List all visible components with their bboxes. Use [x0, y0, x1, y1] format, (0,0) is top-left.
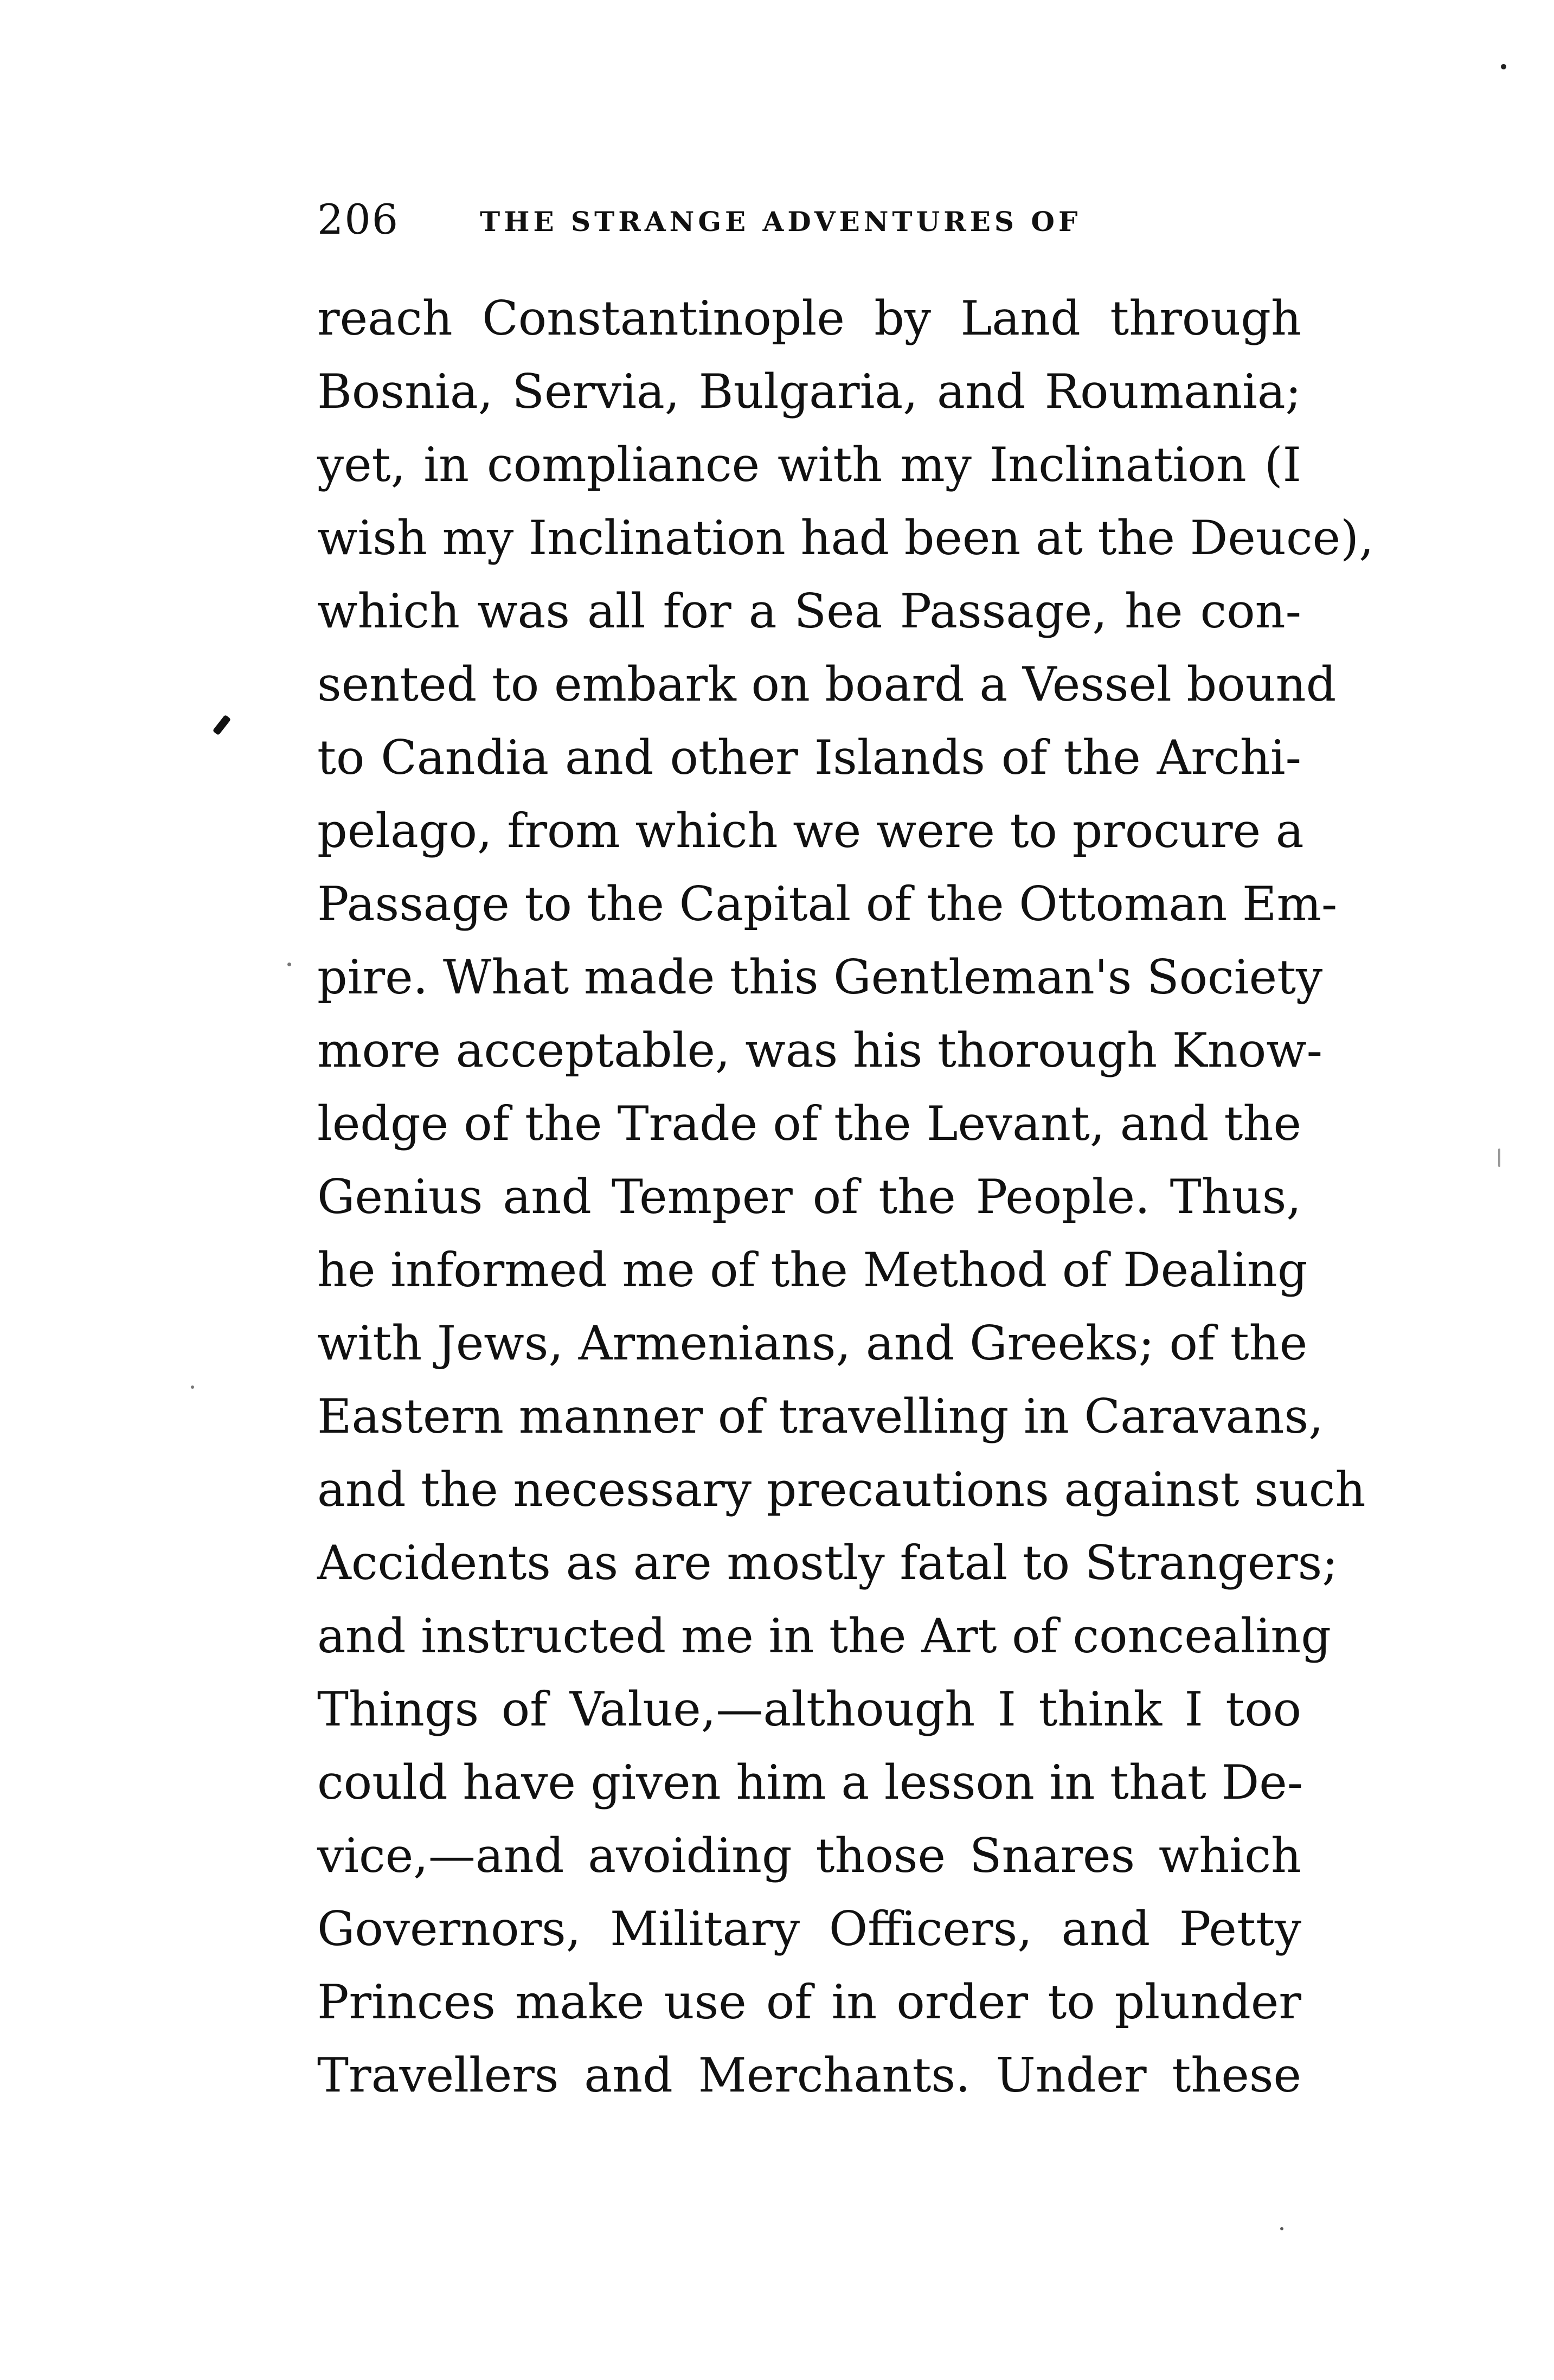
text-line: pelago, from which we were to procure a	[317, 803, 1304, 858]
text-line: Travellers and Merchants. Under these	[317, 2048, 1301, 2103]
margin-pencil-mark	[213, 715, 231, 736]
text-line: could have given him a lesson in that De-	[317, 1755, 1303, 1810]
body-text	[317, 282, 1374, 2112]
text-line: Accidents as are mostly fatal to Strangers;	[317, 1535, 1338, 1590]
text-line: Eastern manner of travelling in Caravans,	[317, 1389, 1324, 1444]
text-line: Bosnia, Servia, Bulgaria, and Roumania;	[317, 364, 1301, 419]
running-head: THE STRANGE ADVENTURES OF	[480, 206, 1082, 238]
text-line: Genius and Temper of the People. Thus,	[317, 1169, 1301, 1224]
text-line: wish my Inclination had been at the Deuce),	[317, 510, 1374, 566]
text-line: Princes make use of in order to plunder	[317, 1974, 1301, 2030]
text-line: Things of Value,—although I think I too	[317, 1682, 1301, 1737]
text-line: with Jews, Armenians, and Greeks; of the	[317, 1316, 1308, 1371]
ink-speck	[287, 963, 291, 966]
text-line: vice,—and avoiding those Snares which	[317, 1828, 1301, 1883]
ink-speck	[1501, 64, 1506, 69]
ink-speck	[191, 1385, 194, 1389]
page-header	[317, 195, 1320, 244]
text-line: and the necessary precautions against such	[317, 1462, 1366, 1517]
text-line: Passage to the Capital of the Ottoman Em-	[317, 876, 1338, 932]
text-line: and instructed me in the Art of concealing	[317, 1608, 1331, 1664]
text-line: more acceptable, was his thorough Know-	[317, 1023, 1323, 1078]
ink-speck	[1498, 1149, 1500, 1167]
text-line: Governors, Military Officers, and Petty	[317, 1901, 1301, 1956]
text-line: pire. What made this Gentleman's Society	[317, 950, 1323, 1005]
text-line: to Candia and other Islands of the Archi-	[317, 730, 1301, 785]
text-line: he informed me of the Method of Dealing	[317, 1242, 1308, 1298]
page-number: 206	[317, 195, 400, 243]
text-line: yet, in compliance with my Inclination (I	[317, 437, 1301, 492]
text-line: reach Constantinople by Land through	[317, 291, 1301, 346]
text-line: sented to embark on board a Vessel bound	[317, 657, 1337, 712]
ink-speck	[1280, 2227, 1283, 2230]
text-line: ledge of the Trade of the Levant, and the	[317, 1096, 1301, 1151]
text-line: which was all for a Sea Passage, he con-	[317, 583, 1301, 639]
